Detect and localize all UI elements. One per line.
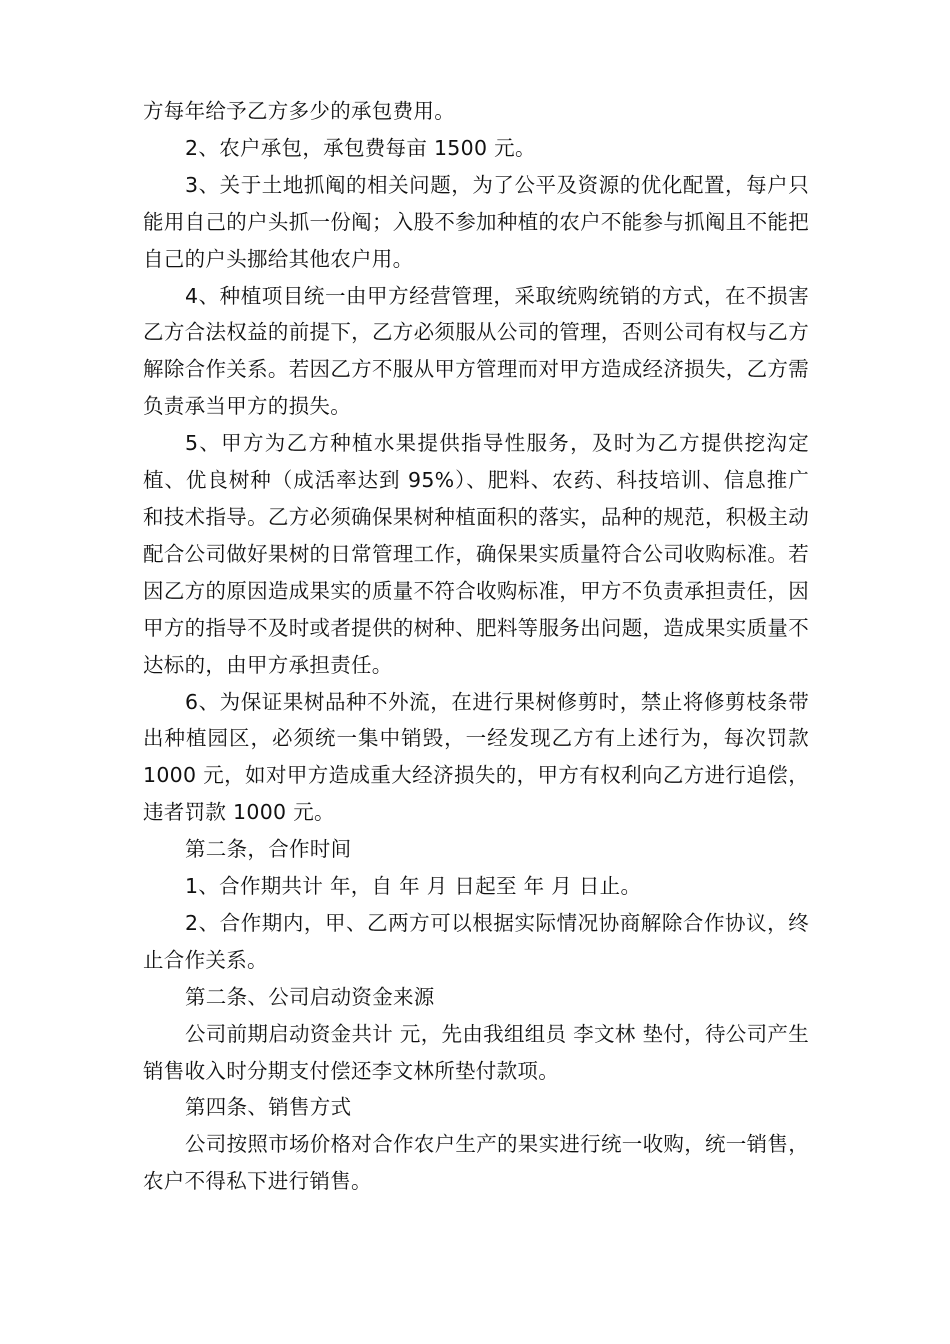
startup-funds-text: 公司前期启动资金共计 元，先由我组组员 李文林 垫付，待公司产生销售收入时分期支付偿还李文林所垫付款项。 [143,1021,809,1083]
paragraph-continuation: 方每年给予乙方多少的承包费用。 [143,99,455,123]
clause-6-pruning-rules: 6、为保证果树品种不外流，在进行果树修剪时，禁止将修剪枝条带出种植园区，必须统一集中销毁，一经发现乙方有上述行为，每次罚款 1000 元，如对甲方造成重大经济损失的，甲方有权利向乙方进行追偿，违者罚款 1000 元。 [143,689,809,825]
clause-2-contract-fee: 2、农户承包，承包费每亩 1500 元。 [185,135,536,160]
document-page [143,93,809,1200]
clause-3-land-lottery: 3、关于土地抓阄的相关问题，为了公平及资源的优化配置，每户只能用自己的户头抓一份阄；入股不参加种植的农户不能参与抓阄且不能把自己的户头挪给其他农户用。 [143,172,809,271]
clause-5-guidance-service: 5、甲方为乙方种植水果提供指导性服务，及时为乙方提供挖沟定植、优良树种（成活率达到 95%）、肥料、农药、科技培训、信息推广和技术指导。乙方必须确保果树种植面积的落实，品种的规范，积极主动配合公司做好果树的日常管理工作，确保果实质量符合公司收购标准。若因乙方的原因造成果实的质量不符合收购标准，甲方不负责承担责任，因甲方的指导不及时或者提供的树种、肥料等服务出问题，造成果实质量不达标的，由甲方承担责任。 [143,431,809,677]
article-heading-cooperation-time: 第二条，合作时间 [185,837,352,862]
clause-4-management: 4、种植项目统一由甲方经营管理，采取统购统销的方式，在不损害乙方合法权益的前提下，乙方必须服从公司的管理，否则公司有权与乙方解除合作关系。若因乙方不服从甲方管理而对甲方造成经济损失，乙方需负责承当甲方的损失。 [143,283,809,419]
sales-method-text: 公司按照市场价格对合作农户生产的果实进行统一收购，统一销售，农户不得私下进行销售。 [143,1132,809,1194]
cooperation-termination: 2、合作期内，甲、乙两方可以根据实际情况协商解除合作协议，终止合作关系。 [143,910,809,972]
article-heading-sales-method: 第四条、销售方式 [185,1095,352,1120]
article-heading-startup-funds: 第二条、公司启动资金来源 [185,984,435,1009]
cooperation-term: 1、合作期共计 年，自 年 月 日起至 年 月 日止。 [185,874,642,899]
